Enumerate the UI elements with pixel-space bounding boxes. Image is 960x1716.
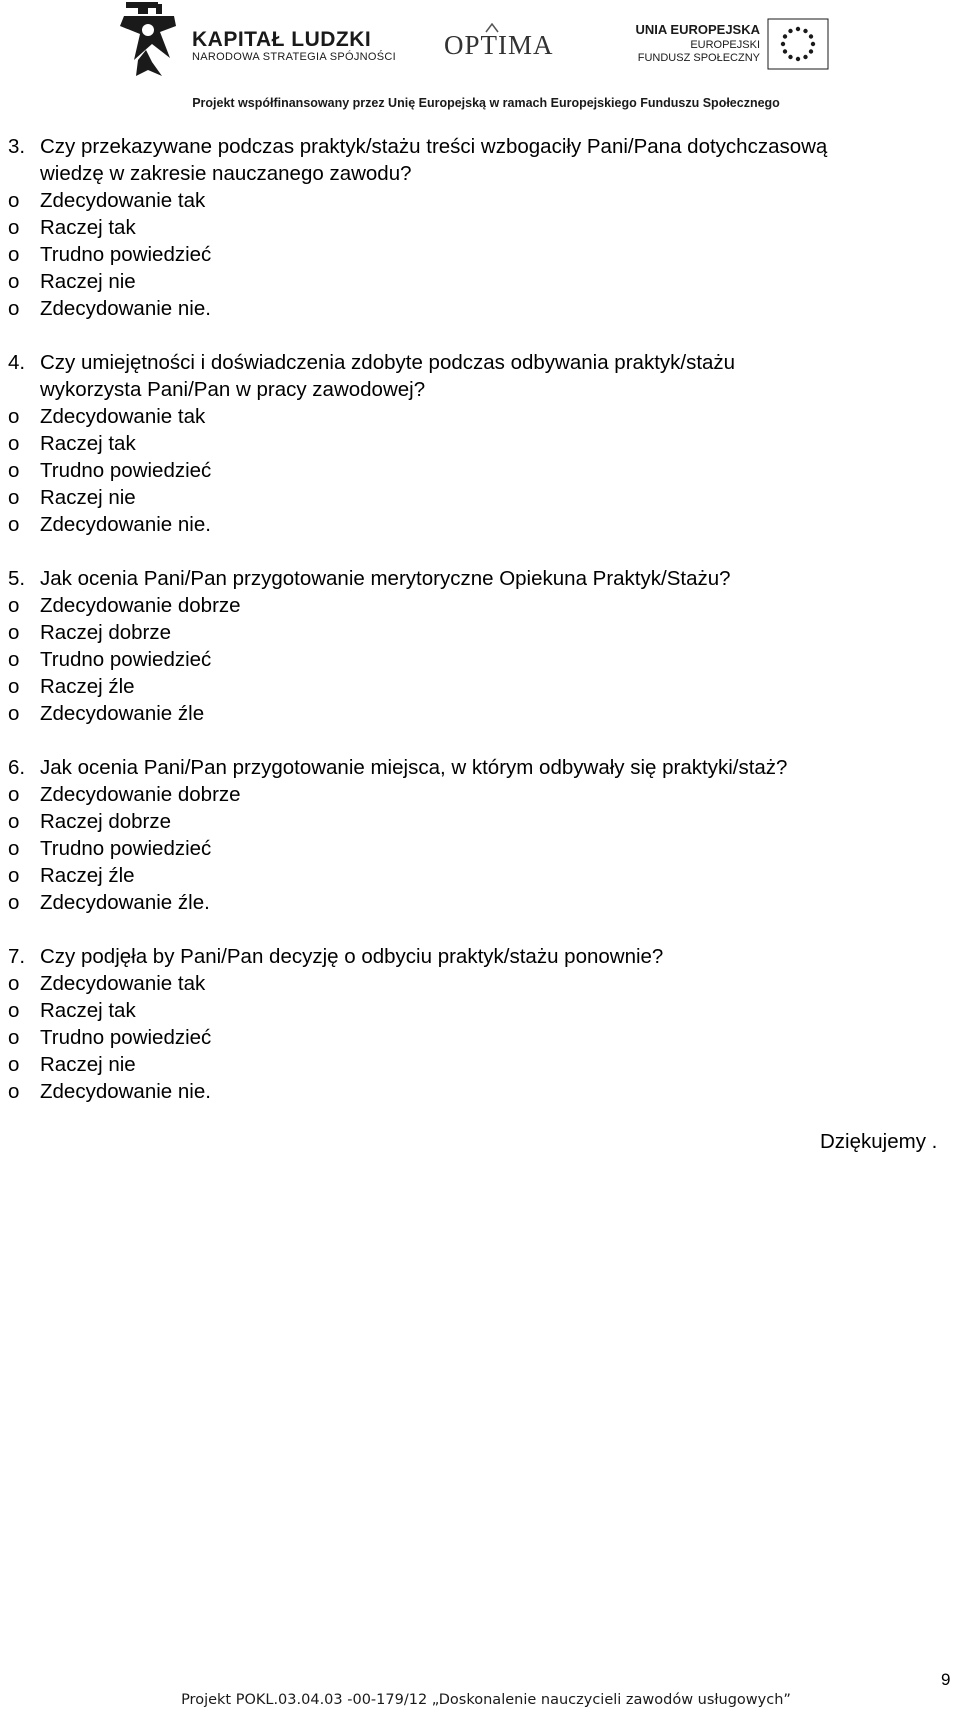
question-5 [0, 565, 960, 727]
answer-option[interactable] [0, 970, 960, 997]
option-bullet[interactable]: o [8, 405, 20, 428]
option-bullet[interactable]: o [8, 783, 20, 806]
optima-accent-icon [485, 23, 499, 33]
answer-option[interactable] [0, 862, 960, 889]
option-bullet[interactable]: o [8, 675, 20, 698]
option-bullet[interactable]: o [8, 243, 20, 266]
option-bullet[interactable]: o [8, 432, 20, 455]
option-label: Raczej nie [40, 486, 136, 509]
option-label: Zdecydowanie dobrze [40, 594, 241, 617]
answer-option[interactable] [0, 889, 960, 916]
option-bullet[interactable]: o [8, 486, 20, 509]
answer-option[interactable] [0, 592, 960, 619]
option-bullet[interactable]: o [8, 621, 20, 644]
question-number: 5. [8, 567, 26, 590]
question-4 [0, 349, 960, 538]
option-bullet[interactable]: o [8, 297, 20, 320]
answer-option[interactable] [0, 268, 960, 295]
question-number: 6. [8, 756, 26, 779]
eu-logo-text [630, 22, 760, 64]
answer-option[interactable] [0, 214, 960, 241]
answer-option[interactable] [0, 511, 960, 538]
option-label: Trudno powiedzieć [40, 1026, 212, 1049]
option-label: Trudno powiedzieć [40, 837, 212, 860]
question-text: Czy przekazywane podczas praktyk/stażu treści wzbogaciły Pani/Pana dotychczasową [40, 135, 828, 158]
question-3 [0, 133, 960, 322]
kapital-ludzki-subtitle: NARODOWA STRATEGIA SPÓJNOŚCI [192, 51, 396, 63]
option-label: Trudno powiedzieć [40, 459, 212, 482]
answer-option[interactable] [0, 403, 960, 430]
option-label: Raczej źle [40, 864, 135, 887]
answer-option[interactable] [0, 295, 960, 322]
option-label: Zdecydowanie tak [40, 972, 206, 995]
option-bullet[interactable]: o [8, 972, 20, 995]
option-label: Raczej tak [40, 999, 136, 1022]
kapital-ludzki-title: KAPITAŁ LUDZKI [192, 28, 372, 51]
question-6 [0, 754, 960, 916]
option-bullet[interactable]: o [8, 999, 20, 1022]
answer-option[interactable] [0, 457, 960, 484]
question-text-continued: wiedzę w zakresie nauczanego zawodu? [40, 162, 412, 185]
project-footer: Projekt POKL.03.04.03 -00-179/12 „Doskonalenie nauczycieli zawodów usługowych” [181, 1692, 791, 1708]
eu-flag-icon [767, 18, 829, 70]
question-number: 7. [8, 945, 26, 968]
option-label: Zdecydowanie źle. [40, 891, 210, 914]
option-bullet[interactable]: o [8, 459, 20, 482]
kapital-ludzki-logo [118, 2, 396, 76]
option-bullet[interactable]: o [8, 513, 20, 536]
option-bullet[interactable]: o [8, 702, 20, 725]
question-number: 4. [8, 351, 26, 374]
answer-option[interactable] [0, 1078, 960, 1105]
option-label: Raczej tak [40, 216, 136, 239]
option-label: Trudno powiedzieć [40, 648, 212, 671]
answer-option[interactable] [0, 241, 960, 268]
page-header [0, 0, 960, 118]
answer-option[interactable] [0, 1051, 960, 1078]
kapital-ludzki-star-icon [118, 2, 180, 76]
answer-option[interactable] [0, 646, 960, 673]
option-label: Zdecydowanie tak [40, 189, 206, 212]
option-bullet[interactable]: o [8, 189, 20, 212]
cofinancing-note: Projekt współfinansowany przez Unię Europejską w ramach Europejskiego Funduszu Społecznego [192, 96, 780, 110]
answer-option[interactable] [0, 1024, 960, 1051]
page-number: 9 [941, 1670, 951, 1689]
option-bullet[interactable]: o [8, 837, 20, 860]
answer-option[interactable] [0, 997, 960, 1024]
questionnaire [0, 133, 960, 1132]
eu-fund-line2: FUNDUSZ SPOŁECZNY [637, 52, 760, 64]
option-label: Zdecydowanie nie. [40, 297, 211, 320]
question-7 [0, 943, 960, 1105]
option-label: Raczej nie [40, 270, 136, 293]
option-label: Raczej dobrze [40, 810, 172, 833]
option-label: Raczej nie [40, 1053, 136, 1076]
option-label: Zdecydowanie dobrze [40, 783, 241, 806]
option-bullet[interactable]: o [8, 1026, 20, 1049]
eu-fund-line1: EUROPEJSKI [690, 39, 760, 51]
answer-option[interactable] [0, 430, 960, 457]
question-text-continued: wykorzysta Pani/Pan w pracy zawodowej? [40, 378, 426, 401]
option-bullet[interactable]: o [8, 864, 20, 887]
answer-option[interactable] [0, 673, 960, 700]
question-text: Jak ocenia Pani/Pan przygotowanie miejsca, w którym odbywały się praktyki/staż? [40, 756, 788, 779]
option-label: Zdecydowanie nie. [40, 513, 211, 536]
answer-option[interactable] [0, 781, 960, 808]
thank-you-note: Dziękujemy . [820, 1130, 938, 1153]
question-text: Jak ocenia Pani/Pan przygotowanie merytoryczne Opiekuna Praktyk/Stażu? [40, 567, 731, 590]
option-label: Trudno powiedzieć [40, 243, 212, 266]
option-bullet[interactable]: o [8, 1080, 20, 1103]
option-bullet[interactable]: o [8, 270, 20, 293]
option-bullet[interactable]: o [8, 891, 20, 914]
option-label: Raczej źle [40, 675, 135, 698]
answer-option[interactable] [0, 619, 960, 646]
option-bullet[interactable]: o [8, 648, 20, 671]
option-bullet[interactable]: o [8, 594, 20, 617]
option-label: Raczej dobrze [40, 621, 172, 644]
option-bullet[interactable]: o [8, 810, 20, 833]
answer-option[interactable] [0, 808, 960, 835]
question-text: Czy umiejętności i doświadczenia zdobyte podczas odbywania praktyk/stażu [40, 351, 736, 374]
optima-logo: OPTIMA [444, 30, 554, 60]
option-bullet[interactable]: o [8, 216, 20, 239]
answer-option[interactable] [0, 484, 960, 511]
answer-option[interactable] [0, 700, 960, 727]
eu-title: UNIA EUROPEJSKA [635, 22, 760, 37]
option-label: Zdecydowanie nie. [40, 1080, 211, 1103]
question-number: 3. [8, 135, 26, 158]
option-bullet[interactable]: o [8, 1053, 20, 1076]
answer-option[interactable] [0, 187, 960, 214]
option-label: Raczej tak [40, 432, 136, 455]
option-label: Zdecydowanie tak [40, 405, 206, 428]
option-label: Zdecydowanie źle [40, 702, 205, 725]
question-text: Czy podjęła by Pani/Pan decyzję o odbyciu praktyk/stażu ponownie? [40, 945, 664, 968]
answer-option[interactable] [0, 835, 960, 862]
